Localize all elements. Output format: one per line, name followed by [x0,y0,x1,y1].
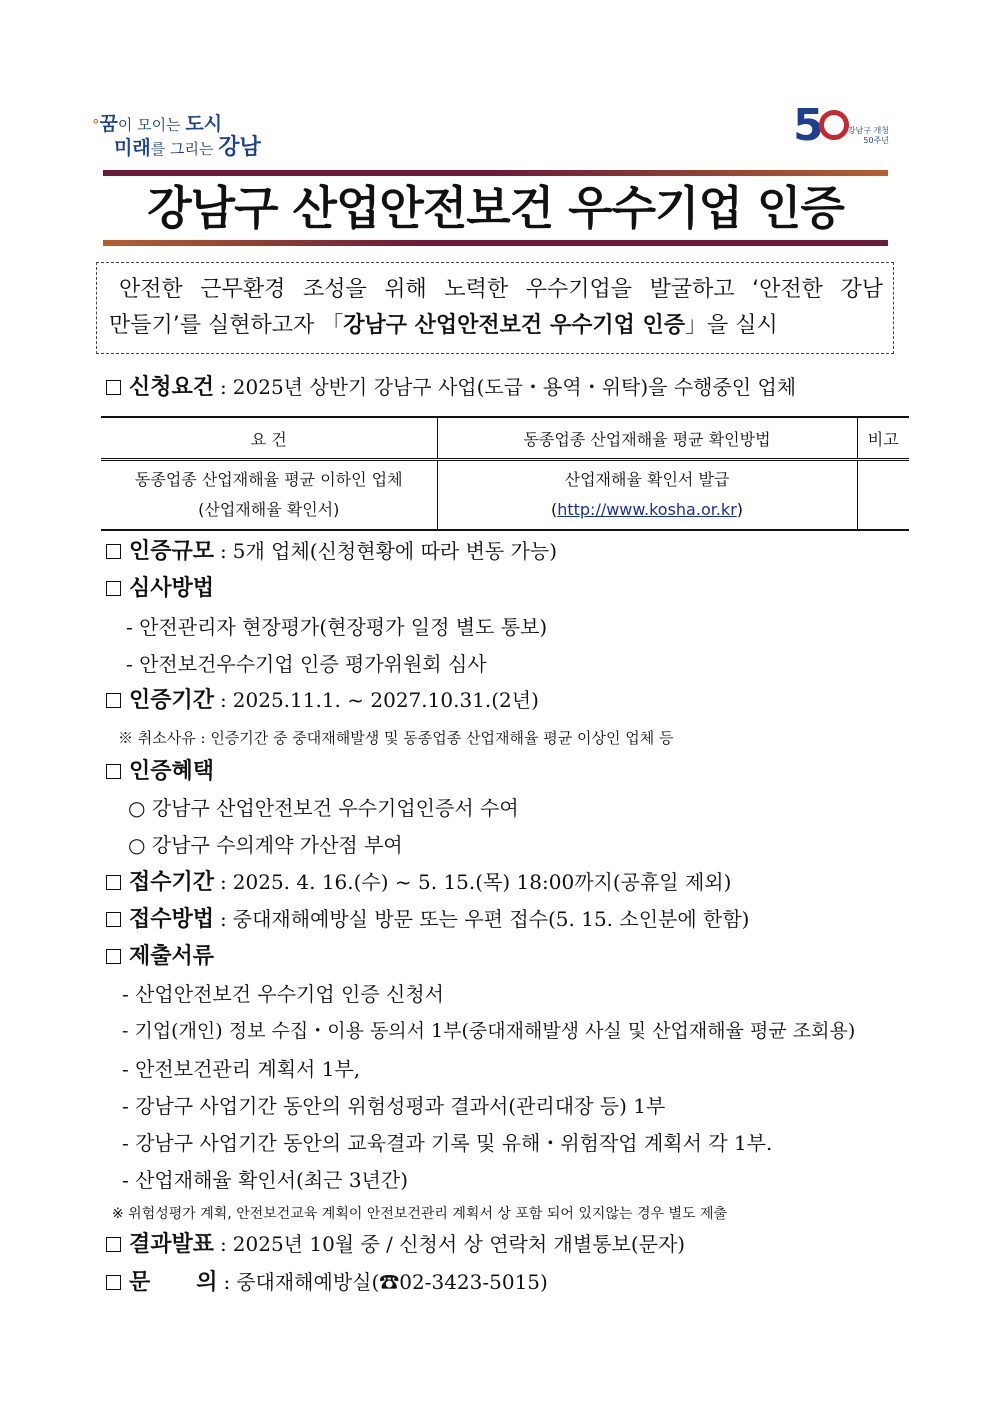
section-text: 2025년 상반기 강남구 사업(도급・용역・위탁)을 수행중인 업체 [232,375,797,399]
slogan-part: 도시 [185,113,223,135]
document-item: - 산업재해율 확인서(최근 3년간) [122,1168,408,1192]
checkbox-icon [106,764,121,779]
checkbox-icon [106,875,121,890]
slogan-part: 이 모이는 [117,116,186,134]
review-item: - 안전관리자 현장평가(현장평가 일정 별도 통보) [126,615,548,639]
title-bar-bottom [103,240,888,246]
document-item: - 강남구 사업기간 동안의 교육결과 기록 및 유해・위험작업 계획서 각 1부. [122,1131,773,1155]
document-item: - 강남구 사업기간 동안의 위험성평과 결과서(관리대장 등) 1부 [122,1094,666,1118]
section-text: 2025. 4. 16.(수) ~ 5. 15.(목) 18:00까지(공휴일 제외) [232,870,732,894]
section-heading: 인증혜택 [129,759,215,784]
section-heading: 심사방법 [129,576,215,601]
checkbox-icon [106,912,121,927]
section-heading: 인증기간 [129,688,215,713]
anniversary-line: 50주년 [863,135,889,145]
slogan-logo [92,115,261,159]
intro-line-2 [109,308,883,344]
checkbox-icon [106,380,121,395]
section-scale: 인증규모 : 5개 업체(신청현황에 따라 변동 가능) [106,537,557,566]
anniversary-number: 5 [793,100,824,151]
anniversary-line: 강남구 개청 [847,126,889,135]
table-cell-note [857,460,909,531]
section-text: 중대재해예방실 방문 또는 우편 접수(5. 15. 소인분에 한함) [232,907,750,931]
benefit-item: ○ 강남구 수의계약 가산점 부여 [128,833,403,857]
table-cell-method [437,460,857,531]
table-header-row [101,417,909,460]
section-text: 2025.11.1. ~ 2027.10.31.(2년) [232,688,539,712]
section-inquiry: 문 의 : 중대재해예방실(☎02-3423-5015) [106,1268,548,1297]
section-text: 중대재해예방실( [236,1270,380,1294]
section-documents [106,942,214,971]
cell-line: 산업재해율 확인서 발급 [564,470,730,489]
requirements-table [101,416,909,531]
review-item: - 안전보건우수기업 인증 평가위원회 심사 [126,652,487,676]
section-heading: 접수기간 [129,870,215,895]
slogan-dot-icon: ° [92,116,100,134]
intro-line-1: 안전한 근무환경 조성을 위해 노력한 우수기업을 발굴하고 ‘안전한 강남 [119,277,883,302]
section-heading: 문 의 [129,1270,218,1295]
intro-highlight: 강남구 산업안전보건 우수기업 인증 [343,313,686,338]
checkbox-icon [106,581,121,596]
section-period: 인증기간 : 2025.11.1. ~ 2027.10.31.(2년) [106,686,539,715]
table-header-cell: 동종업종 산업재해율 평균 확인방법 [437,417,857,460]
checkbox-icon [106,693,121,708]
section-review [106,574,214,603]
title-bar-top [103,170,888,176]
section-heading: 제출서류 [129,944,215,969]
slogan-part: 미래 [114,137,151,159]
period-note: ※ 취소사유 : 인증기간 중 중대재해발생 및 동종업종 산업재해율 평균 이상인 업체 등 [118,729,674,747]
slogan-part: 를 그리는 [150,140,219,158]
kosha-link[interactable]: http://www.kosha.or.kr [557,500,737,519]
document-item: - 안전보건관리 계획서 1부, [122,1057,361,1081]
table-header-cell: 비고 [857,417,909,460]
checkbox-icon [106,1237,121,1252]
table-row [101,460,909,531]
section-text: 2025년 10월 중 / 신청서 상 연락처 개별통보(문자) [232,1232,686,1256]
document-item: - 기업(개인) 정보 수집・이용 동의서 1부(중대재해발생 사실 및 산업재해율 평균 조회용) [122,1020,856,1042]
anniversary-text [839,126,889,145]
section-receipt-period: 접수기간 : 2025. 4. 16.(수) ~ 5. 15.(목) 18:00까지(공휴일 제외) [106,868,731,897]
section-text: 02-3423-5015) [399,1270,548,1294]
cell-line: 동종업종 산업재해율 평균 이하인 업체 [134,470,403,489]
page-title: 강남구 산업안전보건 우수기업 인증 [147,181,844,235]
checkbox-icon [106,544,121,559]
section-text: 5개 업체(신청현황에 따라 변동 가능) [232,539,558,563]
slogan-part: 꿈 [99,113,118,135]
intro-text: 」을 실시 [685,313,778,338]
anniversary-logo [793,100,893,154]
document-item: - 산업안전보건 우수기업 인증 신청서 [122,982,444,1006]
cell-line: (http://www.kosha.or.kr) [550,500,744,519]
section-heading: 결과발표 [129,1232,215,1257]
section-heading: 접수방법 [129,907,215,932]
section-receipt-method: 접수방법 : 중대재해예방실 방문 또는 우편 접수(5. 15. 소인분에 한함) [106,905,749,934]
documents-note: ※ 위험성평가 계획, 안전보건교육 계획이 안전보건관리 계획서 상 포함 되어 있지않는 경우 별도 제출 [112,1206,727,1222]
table-cell-requirement [101,460,437,531]
section-heading: 신청요건 [129,375,215,400]
section-result: 결과발표 : 2025년 10월 중 / 신청서 상 연락처 개별통보(문자) [106,1230,685,1259]
benefit-item: ○ 강남구 산업안전보건 우수기업인증서 수여 [128,796,519,820]
section-heading: 인증규모 [129,539,215,564]
intro-box [96,262,894,354]
cell-line: (산업재해율 확인서) [198,500,340,519]
section-eligibility: 신청요건 : 2025년 상반기 강남구 사업(도급・용역・위탁)을 수행중인 업체 [106,373,796,402]
section-benefits [106,757,214,786]
phone-icon: ☎ [379,1270,400,1294]
slogan-part: 강남 [218,135,261,160]
checkbox-icon [106,949,121,964]
intro-text: 만들기’를 실현하고자 「 [109,313,344,338]
table-header-cell: 요 건 [101,417,437,460]
checkbox-icon [106,1275,121,1290]
